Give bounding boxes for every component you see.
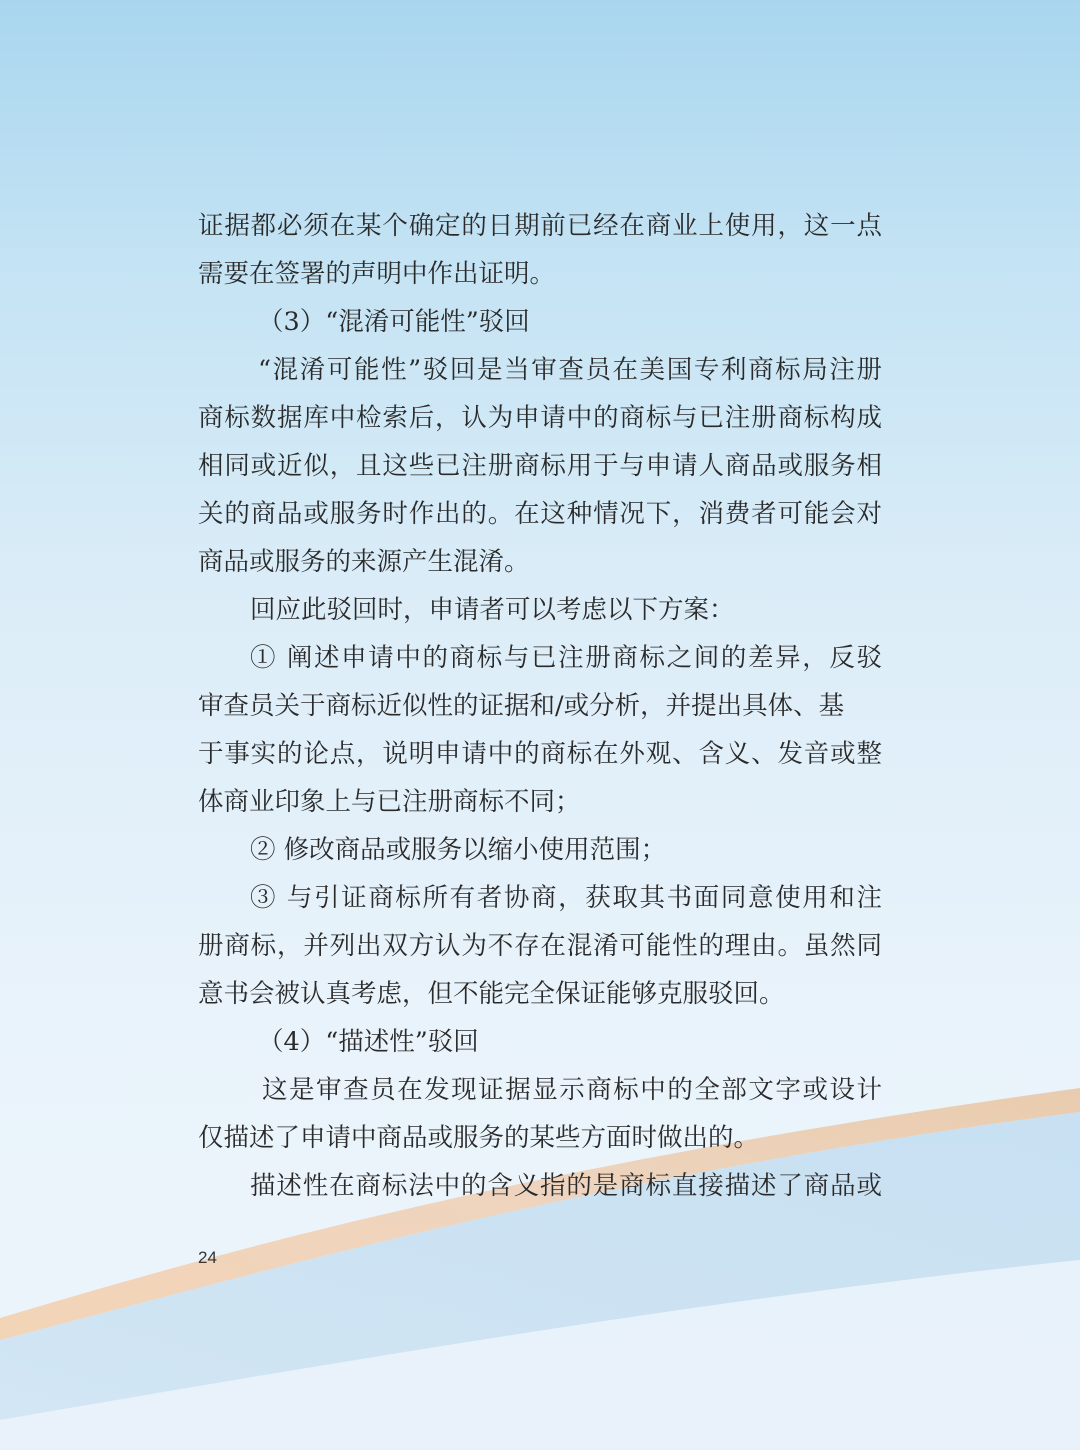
text-line: “混淆可能性”驳回是当审查员在美国专利商标局注册: [258, 355, 882, 385]
text-line: 证据都必须在某个确定的日期前已经在商业上使用，这一点: [198, 211, 882, 241]
text-line: 于事实的论点，说明申请中的商标在外观、含义、发音或整: [198, 739, 882, 769]
text-line: 商品或服务的来源产生混淆。: [198, 547, 530, 577]
text-line: 需要在签署的声明中作出证明。: [198, 259, 556, 289]
text-line: 审查员关于商标近似性的证据和/或分析，并提出具体、基: [198, 691, 845, 721]
list-item: ③ 与引证商标所有者协商，获取其书面同意使用和注: [250, 883, 882, 913]
text-line: 意书会被认真考虑，但不能完全保证能够克服驳回。: [198, 979, 785, 1009]
text-line: 体商业印象上与已注册商标不同；: [198, 787, 581, 817]
text-line: 册商标，并列出双方认为不存在混淆可能性的理由。虽然同: [198, 931, 882, 961]
page-number: 24: [198, 1248, 217, 1267]
body-text: [198, 202, 882, 1210]
text-line: 相同或近似，且这些已注册商标用于与申请人商品或服务相: [198, 451, 882, 481]
text-line: 这是审查员在发现证据显示商标中的全部文字或设计: [262, 1075, 882, 1105]
text-line: 回应此驳回时，申请者可以考虑以下方案：: [250, 595, 735, 625]
text-line: 关的商品或服务时作出的。在这种情况下，消费者可能会对: [198, 499, 882, 529]
section-heading: （4）“描述性”驳回: [258, 1027, 479, 1057]
section-heading: （3）“混淆可能性”驳回: [258, 307, 530, 337]
list-item: ② 修改商品或服务以缩小使用范围；: [250, 835, 667, 865]
list-item: ① 阐述申请中的商标与已注册商标之间的差异，反驳: [250, 643, 882, 673]
text-line: 描述性在商标法中的含义指的是商标直接描述了商品或: [250, 1171, 882, 1201]
text-line: 仅描述了申请中商品或服务的某些方面时做出的。: [198, 1123, 760, 1153]
text-line: 商标数据库中检索后，认为申请中的商标与已注册商标构成: [198, 403, 882, 433]
